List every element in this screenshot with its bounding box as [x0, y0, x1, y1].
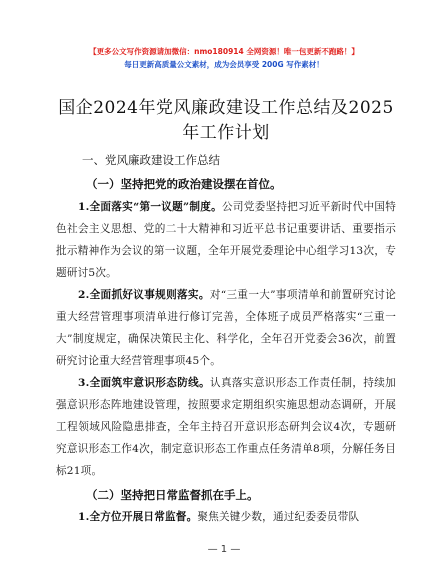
promo-banner-line-2: 每日更新高质量公文素材，成为会员享受 200G 写作素材！	[124, 60, 324, 69]
paragraph-item-4	[56, 506, 396, 528]
item-4-lead: 1.全方位开展日常监督。	[78, 511, 198, 523]
document-title: 国企2024年党风廉政建设工作总结及2025年工作计划	[58, 98, 394, 143]
item-4-body: 聚焦关键少数，通过纪委委员带队	[197, 511, 360, 523]
subsection-heading-2: （二）坚持把日常监督抓在手上。	[86, 488, 259, 502]
item-3-lead: 3.全面筑牢意识形态防线。	[78, 377, 211, 389]
section-heading-1: 一、党风廉政建设工作总结	[82, 153, 220, 167]
page-number: — 1 —	[207, 544, 241, 555]
item-2-body: 对“三重一大”事项清单和前置研究讨论重大经营管理事项清单进行修订完善，全体班子成员严格落实“三重一大”制度规定，确保决策民主化、科学化，全年召开党委会36次，前置研究讨论重大经营管理事项45个。	[56, 289, 396, 367]
item-2-lead: 2.全面抓好议事规则落实。	[78, 289, 210, 301]
paragraph-item-2	[56, 284, 396, 372]
promo-banner-line-1: 【更多公文写作资源请加微信：nmo180914 全网资源！唯一包更新不跑路！】	[89, 47, 359, 56]
paragraph-item-3	[56, 372, 396, 482]
subsection-heading-1: （一）坚持把党的政治建设摆在首位。	[86, 177, 282, 191]
item-3-body: 认真落实意识形态工作责任制，持续加强意识形态阵地建设管理，按照要求定期组织实施思想动态调研，开展工程领域风险隐患排查，全年主持召开意识形态研判会议4次，专题研究意识形态工作4次，制定意识形态工作重点任务清单8项，分解任务目标21项。	[56, 377, 396, 477]
paragraph-item-1	[56, 196, 396, 284]
item-1-lead: 1.全面落实“第一议题”制度。	[78, 201, 222, 213]
item-1-body: 公司党委坚持把习近平新时代中国特色社会主义思想、党的二十大精神和习近平总书记重要讲话、重要指示批示精神作为会议的第一议题，全年开展党委理论中心组学习13次，专题研讨5次。	[56, 201, 396, 279]
